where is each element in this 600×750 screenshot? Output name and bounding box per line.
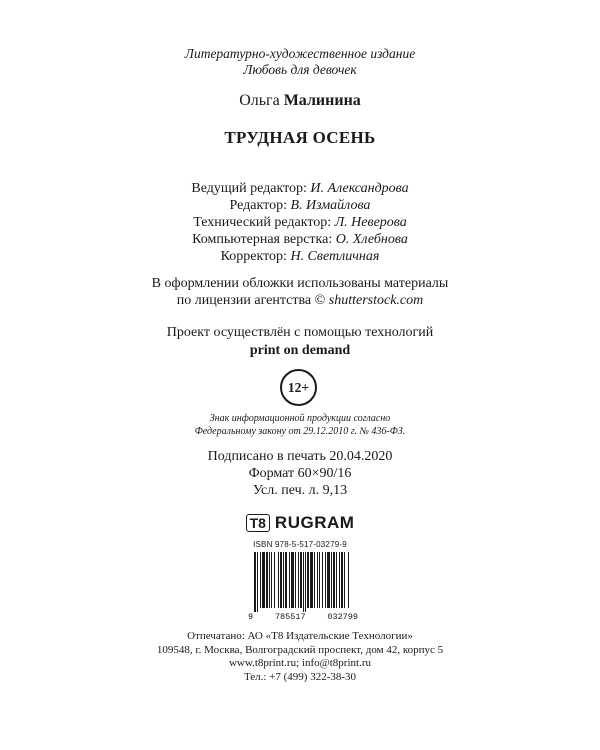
- credit-line: [0, 231, 600, 248]
- credit-name: В. Измайлова: [290, 198, 371, 213]
- credit-role: Корректор:: [220, 249, 287, 264]
- cover-note-line: [0, 292, 600, 309]
- credit-line: [0, 180, 600, 197]
- barcode-bar: [291, 552, 294, 608]
- printer-phone: Тел.: +7 (499) 322-38-30: [243, 670, 357, 683]
- print-info: [0, 448, 600, 499]
- credits-block: [0, 180, 600, 265]
- publisher-logo: [0, 513, 600, 533]
- cover-note-source: shutterstock.com: [328, 293, 424, 308]
- project-technology: print on demand: [249, 343, 351, 358]
- printer-name: Отпечатано: АО «Т8 Издательские Технологии»: [187, 630, 413, 642]
- barcode-bar: [331, 552, 332, 608]
- barcode-bar: [307, 552, 309, 608]
- barcode-bar: [327, 552, 330, 608]
- series-type: Литературно-художественное издание: [184, 46, 416, 61]
- barcode-bar: [295, 552, 296, 608]
- print-signed: Подписано в печать 20.04.2020: [207, 449, 393, 464]
- credit-role: Ведущий редактор:: [191, 181, 307, 196]
- barcode-bar: [257, 552, 258, 612]
- credit-name: О. Хлебнова: [335, 232, 408, 247]
- series-name: Любовь для девочек: [243, 62, 357, 77]
- barcode-digits-left: 785517: [274, 612, 306, 622]
- barcode-bar: [322, 552, 323, 608]
- barcode-digits-right: 032799: [327, 612, 358, 622]
- barcode-bar: [254, 552, 256, 612]
- series-info: [0, 46, 600, 78]
- barcode-bar: [314, 552, 315, 608]
- credit-role: Технический редактор:: [193, 215, 332, 230]
- logo-text: RUGRAM: [274, 513, 355, 532]
- book-title: ТРУДНАЯ ОСЕНЬ: [224, 128, 376, 147]
- barcode-bar: [283, 552, 284, 608]
- isbn-barcode: [254, 552, 350, 614]
- barcode-bar: [271, 552, 272, 608]
- age-note-line: Федеральному закону от 29.12.2010 г. № 436-ФЗ.: [194, 426, 406, 437]
- credit-name: И. Александрова: [310, 181, 409, 196]
- credit-role: Редактор:: [229, 198, 287, 213]
- barcode-bar: [348, 552, 349, 608]
- cover-note-line: В оформлении обложки использованы материалы: [151, 276, 449, 291]
- barcode-bar: [317, 552, 318, 608]
- credit-role: Компьютерная верстка:: [192, 232, 333, 247]
- barcode-bar: [300, 552, 302, 608]
- barcode-bar: [344, 552, 345, 608]
- print-sheets: Усл. печ. л. 9,13: [252, 483, 348, 498]
- age-rating-badge: 12+: [280, 369, 317, 406]
- barcode-bar: [262, 552, 265, 608]
- printer-address: 109548, г. Москва, Волгоградский проспект, дом 42, корпус 5: [156, 643, 444, 656]
- barcode-bar: [339, 552, 340, 608]
- credit-name: Н. Светличная: [290, 249, 380, 264]
- barcode-digit-first: 9: [248, 612, 254, 622]
- author-last-name: Малинина: [283, 92, 361, 109]
- barcode-bar: [280, 552, 282, 608]
- barcode-bar: [298, 552, 299, 608]
- isbn-label: ISBN 978-5-517-03279-9: [253, 540, 347, 549]
- age-note-line: Знак информационной продукции согласно: [209, 413, 391, 424]
- barcode-bar: [333, 552, 335, 608]
- barcode-bar: [278, 552, 279, 608]
- printer-info: [0, 630, 600, 684]
- credit-name: Л. Неверова: [334, 215, 407, 230]
- barcode-bar: [274, 552, 275, 608]
- barcode-bar: [303, 552, 304, 612]
- printer-web: www.t8print.ru; info@t8print.ru: [228, 657, 371, 669]
- author: [0, 92, 600, 110]
- barcode-digits: [248, 612, 358, 622]
- credit-line: [0, 248, 600, 265]
- barcode-bar: [325, 552, 326, 608]
- cover-note-prefix: по лицензии агентства ©: [176, 293, 326, 308]
- barcode-bar: [289, 552, 290, 608]
- barcode-bar: [319, 552, 320, 608]
- project-note: [0, 324, 600, 360]
- barcode-bar: [285, 552, 287, 608]
- project-line: Проект осуществлён с помощью технологий: [166, 325, 434, 340]
- barcode-bar: [305, 552, 306, 612]
- logo-t8-mark: T8: [246, 514, 270, 532]
- barcode-bar: [269, 552, 270, 608]
- barcode-bar: [336, 552, 337, 608]
- barcode-bar: [260, 552, 261, 608]
- barcode-bar: [341, 552, 343, 608]
- print-format: Формат 60×90/16: [248, 466, 352, 481]
- barcode-bar: [310, 552, 313, 608]
- author-first-name: Ольга: [239, 92, 280, 109]
- credit-line: [0, 197, 600, 214]
- cover-note: [0, 275, 600, 309]
- age-rating-note: [0, 412, 600, 438]
- barcode-bar: [266, 552, 268, 608]
- credit-line: [0, 214, 600, 231]
